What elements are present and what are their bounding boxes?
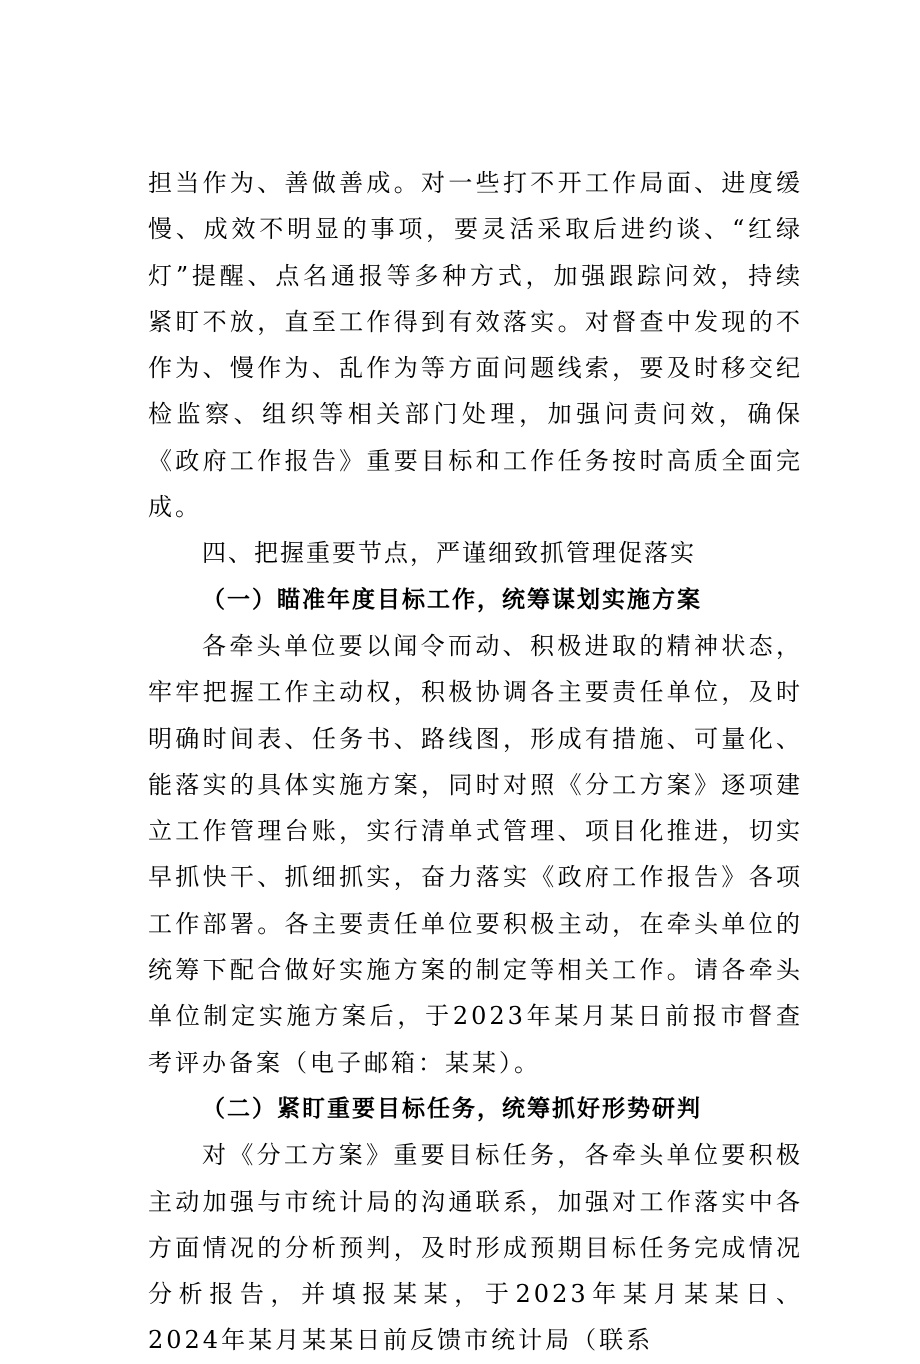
subsection-1-heading: （一）瞄准年度目标工作，统筹谋划实施方案 (202, 585, 702, 613)
document-body (148, 160, 803, 1364)
subsection-1-paragraph: 各牵头单位要以闻令而动、积极进取的精神状态，牢牢把握工作主动权，积极协调各主要责任单位，及时明确时间表、任务书、路线图，形成有措施、可量化、能落实的具体实施方案，同时对照《分工方案》逐项建立工作管理台账，实行清单式管理、项目化推进，切实早抓快干、抓细抓实，奋力落实《政府工作报告》各项工作部署。各主要责任单位要积极主动，在牵头单位的统筹下配合做好实施方案的制定等相关工作。请各牵头单位制定实施方案后，于2023年某月某日前报市督查考评办备案（电子邮箱：某某）。 (148, 631, 803, 1077)
section-4-heading: 四、把握重要节点，严谨细致抓管理促落实 (202, 539, 696, 568)
subsection-2-paragraph: 对《分工方案》重要目标任务，各牵头单位要积极主动加强与市统计局的沟通联系，加强对工作落实中各方面情况的分析预判，及时形成预期目标任务完成情况分析报告，并填报某某，于2023年某月某某日、2024年某月某某日前反馈市统计局（联系 (148, 1141, 803, 1355)
paragraph-continuation: 担当作为、善做善成。对一些打不开工作局面、进度缓慢、成效不明显的事项，要灵活采取后进约谈、“红绿灯”提醒、点名通报等多种方式，加强跟踪问效，持续紧盯不放，直至工作得到有效落实。对督查中发现的不作为、慢作为、乱作为等方面问题线索，要及时移交纪检监察、组织等相关部门处理，加强问责问效，确保《政府工作报告》重要目标和工作任务按时高质全面完成。 (148, 169, 803, 522)
subsection-2-heading: （二）紧盯重要目标任务，统筹抓好形势研判 (202, 1094, 702, 1122)
